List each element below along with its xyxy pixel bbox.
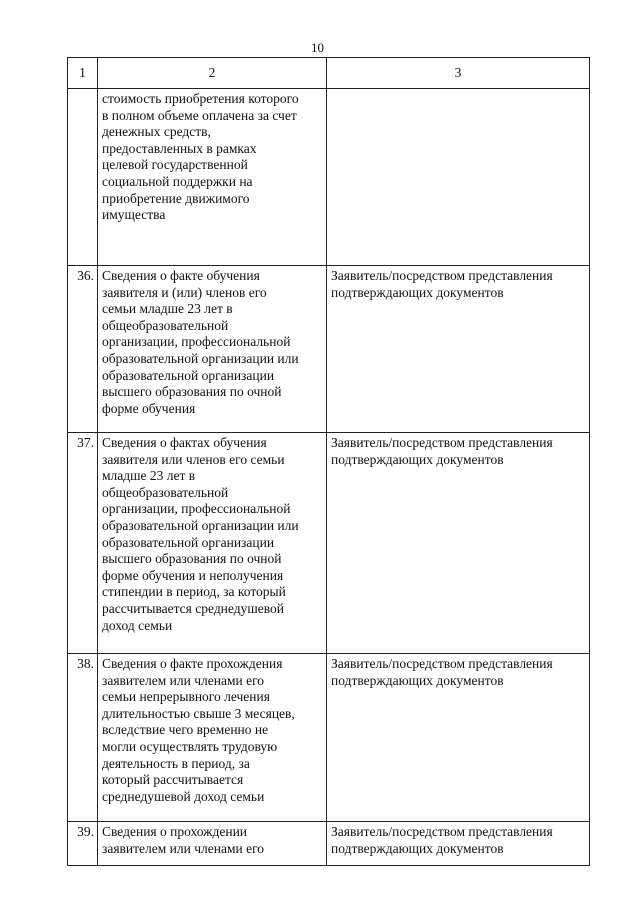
row-number <box>68 89 98 266</box>
row-description-text: Сведения о факте прохождения заявителем или членами его семьи непрерывного лечения длительностью свыше 3 месяцев, вследствие чего временно не могли осуществлять трудовую деятельность в период, за который рассчитывается среднедушевой доход семьи <box>102 656 295 804</box>
column-header-3: 3 <box>327 58 590 89</box>
row-number: 36. <box>68 266 98 433</box>
row-number: 37. <box>68 433 98 654</box>
table-row <box>68 266 590 433</box>
row-description <box>98 266 327 433</box>
document-table <box>67 57 590 866</box>
page-number: 10 <box>311 40 324 55</box>
column-header-2: 2 <box>98 58 327 89</box>
table-header-row <box>68 58 590 89</box>
table-row <box>68 654 590 822</box>
row-description <box>98 433 327 654</box>
row-description <box>98 822 327 866</box>
row-source <box>327 433 590 654</box>
row-source <box>327 266 590 433</box>
row-source <box>327 89 590 266</box>
row-source-text: Заявитель/посредством представления подтверждающих документов <box>331 435 553 467</box>
row-source-text: Заявитель/посредством представления подтверждающих документов <box>331 656 553 688</box>
table-row <box>68 433 590 654</box>
row-number: 38. <box>68 654 98 822</box>
table-row <box>68 89 590 266</box>
row-description-text: Сведения о факте обучения заявителя и (или) членов его семьи младше 23 лет в общеобразовательной организации, профессиональной образовательной организации или образовательной организации высшего образования по очной форме обучения <box>102 268 299 416</box>
row-source-text: Заявитель/посредством представления подтверждающих документов <box>331 824 553 856</box>
row-source <box>327 822 590 866</box>
row-description <box>98 89 327 266</box>
row-description <box>98 654 327 822</box>
row-number: 39. <box>68 822 98 866</box>
row-source-text: Заявитель/посредством представления подтверждающих документов <box>331 268 553 300</box>
row-description-text: Сведения о прохождении заявителем или членами его <box>102 824 265 856</box>
row-description-text: Сведения о фактах обучения заявителя или членов его семьи младше 23 лет в общеобразовательной организации, профессиональной образовательной организации или образовательной организации высшего образования по очной форме обучения и неполучения стипендии в период, за который рассчитывается среднедушевой доход семьи <box>102 435 299 633</box>
column-header-1: 1 <box>68 58 98 89</box>
row-description-text: стоимость приобретения которого в полном объеме оплачена за счет денежных средств, предоставленных в рамках целевой государственной социальной поддержки на приобретение движимого имущества <box>102 91 299 223</box>
table-row <box>68 822 590 866</box>
row-source <box>327 654 590 822</box>
